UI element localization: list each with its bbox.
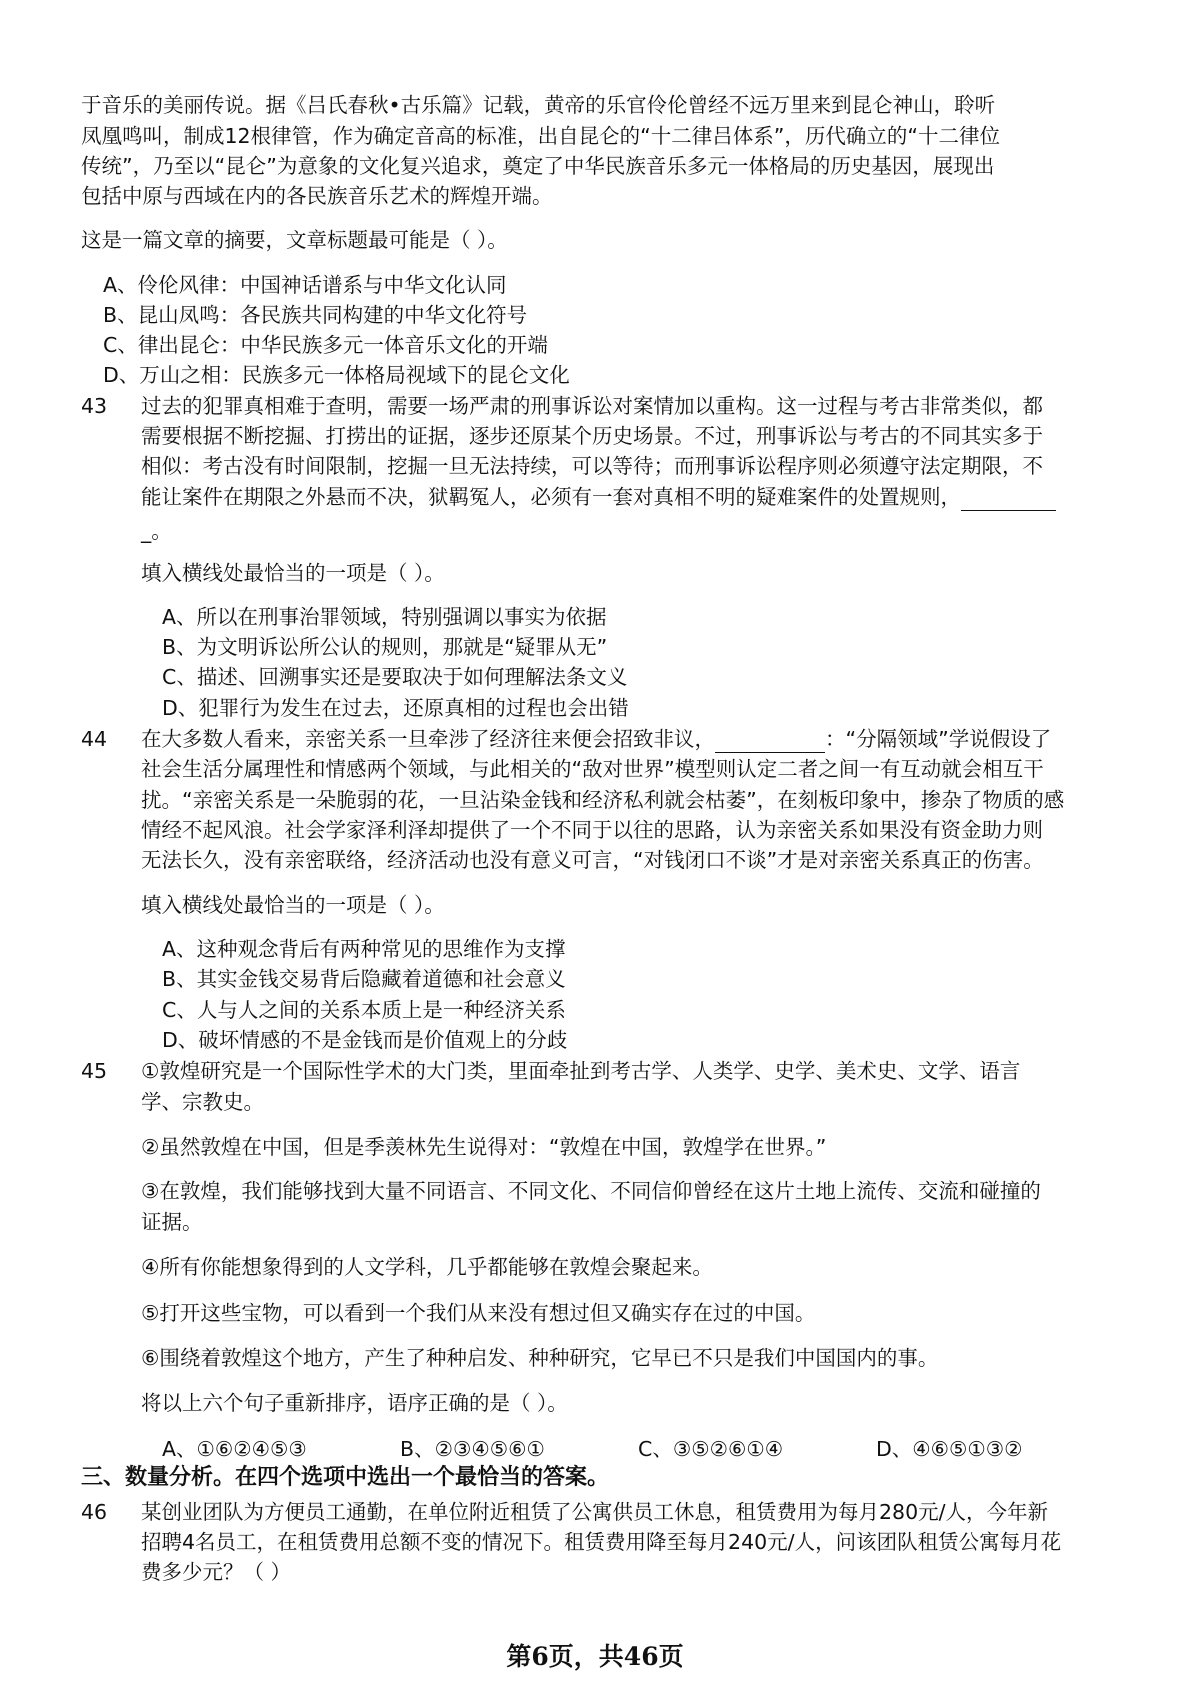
option-b: B、其实金钱交易背后隐藏着道德和社会意义: [162, 967, 566, 991]
question-line: 情经不起风浪。社会学家泽利泽却提供了一个不同于以往的思路，认为亲密关系如果没有资金助力则: [141, 818, 1043, 842]
sentence-4: ④所有你能想象得到的人文学科，几乎都能够在敦煌会聚起来。: [141, 1255, 713, 1279]
question-number: 43: [81, 394, 108, 418]
question-line: 过去的犯罪真相难于查明，需要一场严肃的刑事诉讼对案情加以重构。这一过程与考古非常类似，都: [141, 394, 1043, 418]
page-number-footer: 第6页，共46页: [506, 1642, 684, 1671]
sentence-6: ⑥围绕着敦煌这个地方，产生了种种启发、种种研究，它早已不只是我们中国国内的事。: [141, 1346, 939, 1370]
option-d: D、破坏情感的不是金钱而是价值观上的分歧: [162, 1028, 568, 1052]
question-line: 相似：考古没有时间限制，挖掘一旦无法持续，可以等待；而刑事诉讼程序则必须遵守法定期限，不: [141, 454, 1043, 478]
question-line: 费多少元？（ ）: [141, 1560, 292, 1584]
sentence-3-continued: 证据。: [141, 1210, 203, 1234]
option-d: D、犯罪行为发生在过去，还原真相的过程也会出错: [162, 696, 629, 720]
option-d: D、万山之相：民族多元一体格局视域下的昆仑文化: [103, 363, 570, 387]
question-line: 招聘4名员工，在租赁费用总额不变的情况下。租赁费用降至每月240元/人，问该团队租赁公寓每月花: [141, 1530, 1062, 1554]
question-line: 扰。“亲密关系是一朵脆弱的花，一旦沾染金钱和经济私利就会枯萎”，在刻板印象中，掺杂了物质的感: [141, 788, 1065, 812]
section-heading: 三、数量分析。在四个选项中选出一个最恰当的答案。: [81, 1465, 610, 1490]
question-prompt: 填入横线处最恰当的一项是（ ）。: [141, 893, 445, 917]
question-line: 社会生活分属理性和情感两个领域，与此相关的“敌对世界”模型则认定二者之间一有互动就会相互干: [141, 757, 1044, 781]
question-line-with-blank: [141, 725, 1051, 753]
passage-line: 传统”，乃至以“昆仑”为意象的文化复兴追求，奠定了中华民族音乐多元一体格局的历史基因，展现出: [81, 154, 995, 178]
question-line: 某创业团队为方便员工通勤，在单位附近租赁了公寓供员工休息，租赁费用为每月280元/人，今年新: [141, 1500, 1049, 1524]
sentence-3: ③在敦煌，我们能够找到大量不同语言、不同文化、不同信仰曾经在这片土地上流传、交流和碰撞的: [141, 1179, 1041, 1203]
question-line-text: 在大多数人看来，亲密关系一旦牵涉了经济往来便会招致非议，: [141, 727, 715, 751]
option-b: B、②③④⑤⑥①: [400, 1437, 545, 1461]
option-c: C、③⑤②⑥①④: [638, 1437, 784, 1461]
question-prompt: 填入横线处最恰当的一项是（ ）。: [141, 561, 445, 585]
option-a: A、所以在刑事治罪领域，特别强调以事实为依据: [162, 605, 607, 629]
option-c: C、律出昆仑：中华民族多元一体音乐文化的开端: [103, 333, 548, 357]
question-line-text: 能让案件在期限之外悬而不决，狱羁冤人，必须有一套对真相不明的疑难案件的处置规则，: [141, 485, 961, 509]
question-number: 46: [81, 1500, 108, 1524]
question-prompt: 将以上六个句子重新排序，语序正确的是（ ）。: [141, 1391, 568, 1415]
option-b: B、昆山凤鸣：各民族共同构建的中华文化符号: [103, 303, 528, 327]
question-number: 44: [81, 727, 108, 751]
question-line-tail: _。: [141, 519, 172, 543]
fill-in-blank: [715, 730, 825, 753]
passage-line: 凤凰鸣叫，制成12根律管，作为确定音高的标准，出自昆仑的“十二律吕体系”，历代确立的“十二律位: [81, 124, 1000, 148]
option-d: D、④⑥⑤①③②: [876, 1437, 1023, 1461]
question-prompt: 这是一篇文章的摘要，文章标题最可能是（ ）。: [81, 228, 508, 252]
sentence-5: ⑤打开这些宝物，可以看到一个我们从来没有想过但又确实存在过的中国。: [141, 1301, 816, 1325]
question-line: 需要根据不断挖掘、打捞出的证据，逐步还原某个历史场景。不过，刑事诉讼与考古的不同其实多于: [141, 424, 1043, 448]
option-a: A、这种观念背后有两种常见的思维作为支撑: [162, 937, 566, 961]
option-a: A、①⑥②④⑤③: [162, 1437, 307, 1461]
passage-line: 包括中原与西域在内的各民族音乐艺术的辉煌开端。: [81, 184, 553, 208]
option-c: C、描述、回溯事实还是要取决于如何理解法条文义: [162, 665, 628, 689]
question-line: 无法长久，没有亲密联络，经济活动也没有意义可言，“对钱闭口不谈”才是对亲密关系真正的伤害。: [141, 848, 1044, 872]
sentence-1-continued: 学、宗教史。: [141, 1090, 264, 1114]
option-a: A、伶伦风律：中国神话谱系与中华文化认同: [103, 273, 507, 297]
option-c: C、人与人之间的关系本质上是一种经济关系: [162, 998, 566, 1022]
question-line-with-blank: [141, 483, 1056, 511]
passage-line: 于音乐的美丽传说。据《吕氏春秋•古乐篇》记载，黄帝的乐官伶伦曾经不远万里来到昆仑神山，聆听: [81, 93, 996, 117]
sentence-2: ②虽然敦煌在中国，但是季羡林先生说得对：“敦煌在中国，敦煌学在世界。”: [141, 1135, 827, 1159]
sentence-1: ①敦煌研究是一个国际性学术的大门类，里面牵扯到考古学、人类学、史学、美术史、文学、语言: [141, 1059, 1021, 1083]
option-b: B、为文明诉讼所公认的规则，那就是“疑罪从无”: [162, 635, 608, 659]
fill-in-blank: [961, 488, 1056, 511]
question-number: 45: [81, 1059, 108, 1083]
question-line-text: ：“分隔领域”学说假设了: [825, 727, 1052, 751]
